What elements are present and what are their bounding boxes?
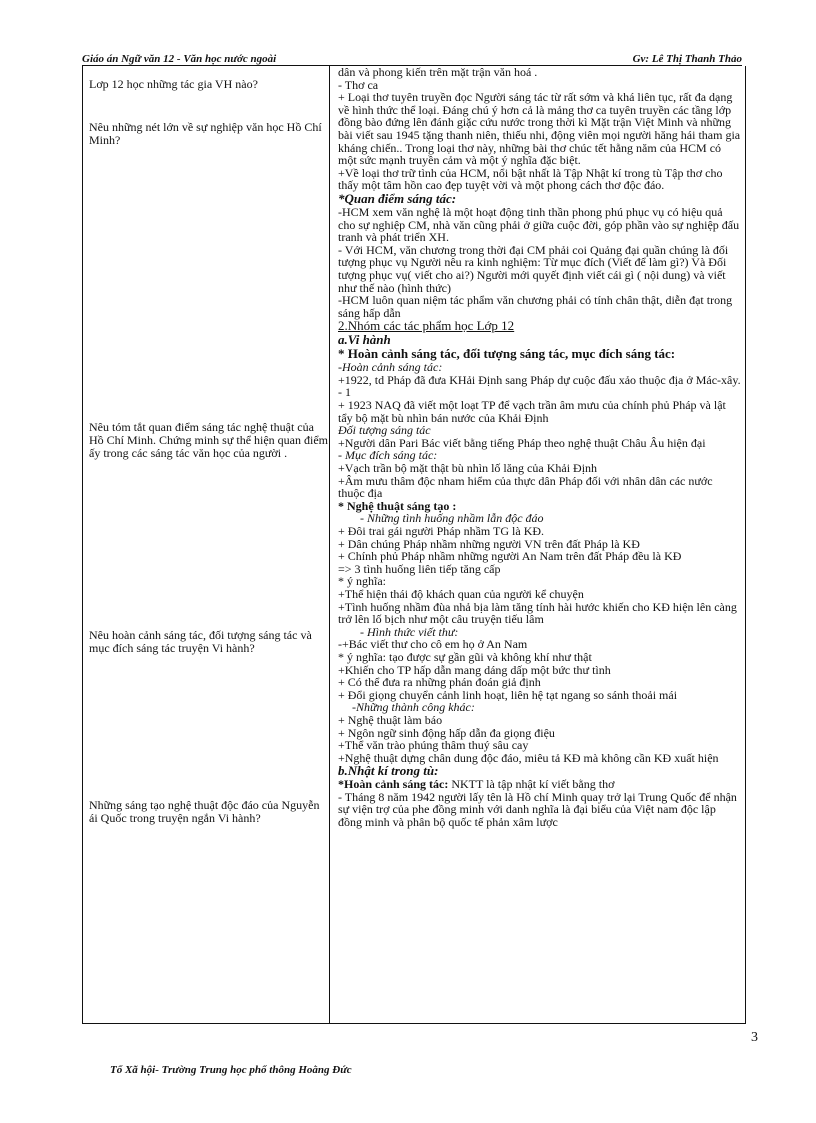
page-number: 3 xyxy=(751,1030,758,1045)
question-2: Nêu những nét lớn về sự nghiệp văn học Hồ Chí Minh? xyxy=(89,120,322,147)
answer-line: +Âm mưu thâm độc nham hiểm của thực dân Pháp đối với nhân dân các nước thuộc địa xyxy=(338,473,713,501)
answer-line: - Tháng 8 năm 1942 người lấy tên là Hồ chí Minh quay trở lại Trung Quốc để nhận sự viện trợ của phe đồng minh với danh nghĩa là đại biểu của Việt nam độc lập đồng minh và phân bộ quốc tế phản xâm lược xyxy=(338,789,737,830)
answer-line: + Nghệ thuật làm báo xyxy=(338,712,443,727)
question-4: Nêu hoàn cảnh sáng tác, đối tượng sáng tác và mục đích sáng tác truyện Vi hành? xyxy=(89,628,312,655)
answer-line: + 1923 NAQ đã viết một loạt TP để vạch trần âm mưu của chính phủ Pháp và lật tẩy bộ mặt bù nhìn bán nước của Khải Định xyxy=(338,398,726,425)
section-heading: 2.Nhóm các tác phẩm học Lớp 12 xyxy=(338,318,515,334)
answer-line: + Có thể đưa ra những phán đoán giả định xyxy=(338,675,541,690)
answer-line: +Về loại thơ trữ tình của HCM, nổi bật nhất là Tập Nhật kí trong tù Tập thơ cho thấy một tâm hồn cao đẹp tuyệt vời và một phong cách thơ độc đáo. xyxy=(338,165,723,193)
question-5: Những sáng tạo nghệ thuật độc đáo của Nguyễn ái Quốc trong truyện ngắn Vi hành? xyxy=(89,798,320,825)
question-1: Lơp 12 học những tác gia VH nào? xyxy=(89,77,258,91)
answer-line: +1922, td Pháp đã đưa KHải Định sang Pháp dự cuộc đấu xảo thuộc địa ở Mác-xây. - 1 xyxy=(338,372,741,400)
answer-line: + Chính phủ Pháp nhầm những người An Nam trên đất Pháp đều là KĐ xyxy=(338,549,682,564)
sub-heading: -Những thành công khác: xyxy=(352,700,475,715)
answer-line: + Đôi trai gái người Pháp nhầm TG là KĐ. xyxy=(338,524,545,538)
sub-heading: - Hình thức viết thư: xyxy=(360,624,459,639)
answer-line: + Ngôn ngữ sinh động hấp dẫn đa giọng điệu xyxy=(338,725,555,740)
answer-line: - Với HCM, văn chương trong thời đại CM phải coi Quảng đại quần chúng là đối tượng phục vụ Người nêu ra kinh nghiệm: Từ mục đích (Viết để làm gì?) Và Đối tượng phục vụ( viết cho ai?) Người mới quyết định viết cái gì ( nội dung) và viết như thế nào (hình thức) xyxy=(338,242,729,295)
lesson-table xyxy=(82,66,746,1024)
answer-column xyxy=(338,66,742,829)
answer-line: +Thể văn trào phúng thâm thuý sâu cay xyxy=(338,738,529,753)
sub-heading: Đối tượng sáng tác xyxy=(338,423,431,438)
column-divider xyxy=(329,66,330,1023)
answer-line: -HCM xem văn nghệ là một hoạt động tinh thần phong phú phục vụ có hiệu quả cho sự nghiệp CM, nhà văn cũng phải ở giữa cuộc đời, góp phần vào sự nghiệp đấu tranh và phát triển XH. xyxy=(338,204,740,245)
work-title: a.Vi hành xyxy=(338,332,391,348)
header-right: Gv: Lê Thị Thanh Thảo xyxy=(632,53,742,65)
answer-line: dân và phong kiến trên mặt trận văn hoá . xyxy=(338,65,538,79)
answer-line: -+Bác viết thư cho cô em họ ở An Nam xyxy=(338,637,528,652)
answer-line: +Tình huống nhầm đùa nhả bịa làm tăng tính hài hước khiến cho KĐ hiện lên càng trở lên lố bịch như một câu truyện tiếu lâm xyxy=(338,599,737,627)
answer-line: * ý nghĩa: tạo được sự gần gũi và không khí như thật xyxy=(338,649,592,664)
answer-line: +Nghệ thuật dựng chân dung độc đáo, miêu tả KĐ mà không cần KĐ xuất hiện xyxy=(338,750,719,765)
question-3: Nêu tóm tắt quan điểm sáng tác nghệ thuật của Hồ Chí Minh. Chứng minh sự thể hiện quan điểm ấy trong các sáng tác văn học của người . xyxy=(89,420,328,460)
answer-line: +Thể hiện thái độ khách quan của người kể chuyện xyxy=(338,586,584,601)
sub-heading: - Những tình huống nhầm lẫn độc đáo xyxy=(360,511,544,526)
header-left: Giáo án Ngữ văn 12 - Văn học nước ngoài xyxy=(82,53,277,65)
answer-line: => 3 tình huống liên tiếp tăng cấp xyxy=(338,561,501,576)
answer-line: +Người dân Pari Bác viết bằng tiếng Pháp theo nghệ thuật Châu Âu hiện đại xyxy=(338,435,706,450)
answer-line: * ý nghĩa: xyxy=(338,574,386,589)
answer-line: + Loại thơ tuyên truyền đọc Người sáng tác từ rất sớm và khá liên tục, rất đa dạng về hình thức thể loại. Đáng chú ý hơn cả là mảng thơ ca tuyên truyền các tầng lớp đồng bào đứng lên đánh giặc cứu nước trong thời kì Mặt trận Việt Minh và những bài viết sau 1945 tặng thanh niên, thiếu nhi, động viên mọi người hăng hái tham gia kháng chiến.. Trong loại thơ này, những bài thơ chúc tết hằng năm của HCM có một sức mạnh truyền cảm và một ý nghĩa đặc biệt. xyxy=(338,90,741,168)
sub-heading: - Mục đích sáng tác: xyxy=(338,448,438,463)
work-title: b.Nhật kí trong tù: xyxy=(338,763,439,779)
answer-line: - Thơ ca xyxy=(338,77,379,92)
section-heading: *Hoàn cảnh sáng tác: xyxy=(338,777,449,792)
section-heading: * Hoàn cảnh sáng tác, đối tượng sáng tác, mục đích sáng tác: xyxy=(338,346,676,362)
answer-line: + Đổi giọng chuyển cảnh linh hoạt, liên hệ tạt ngang so sánh thoải mái xyxy=(338,687,678,702)
section-heading: *Quan điểm sáng tác: xyxy=(338,190,457,206)
answer-line: +Vạch trần bộ mặt thật bù nhìn lố lăng của Khải Định xyxy=(338,461,598,476)
answer-line: -HCM luôn quan niệm tác phẩm văn chương phải có tính chân thật, diễn đạt trong sáng hấp dẫn xyxy=(338,293,733,320)
sub-heading: -Hoàn cảnh sáng tác: xyxy=(338,360,443,375)
answer-line: +Khiến cho TP hấp dẫn mang dáng dấp một bức thư tình xyxy=(338,662,611,677)
section-heading: * Nghệ thuật sáng tạo : xyxy=(338,498,457,513)
answer-line: + Dân chúng Pháp nhầm những người VN trên đất Pháp là KĐ xyxy=(338,536,640,551)
footer: Tổ Xã hội- Trường Trung học phổ thông Hoằng Đức xyxy=(110,1064,352,1076)
answer-line: NKTT là tập nhật kí viết bằng thơ xyxy=(451,777,615,792)
